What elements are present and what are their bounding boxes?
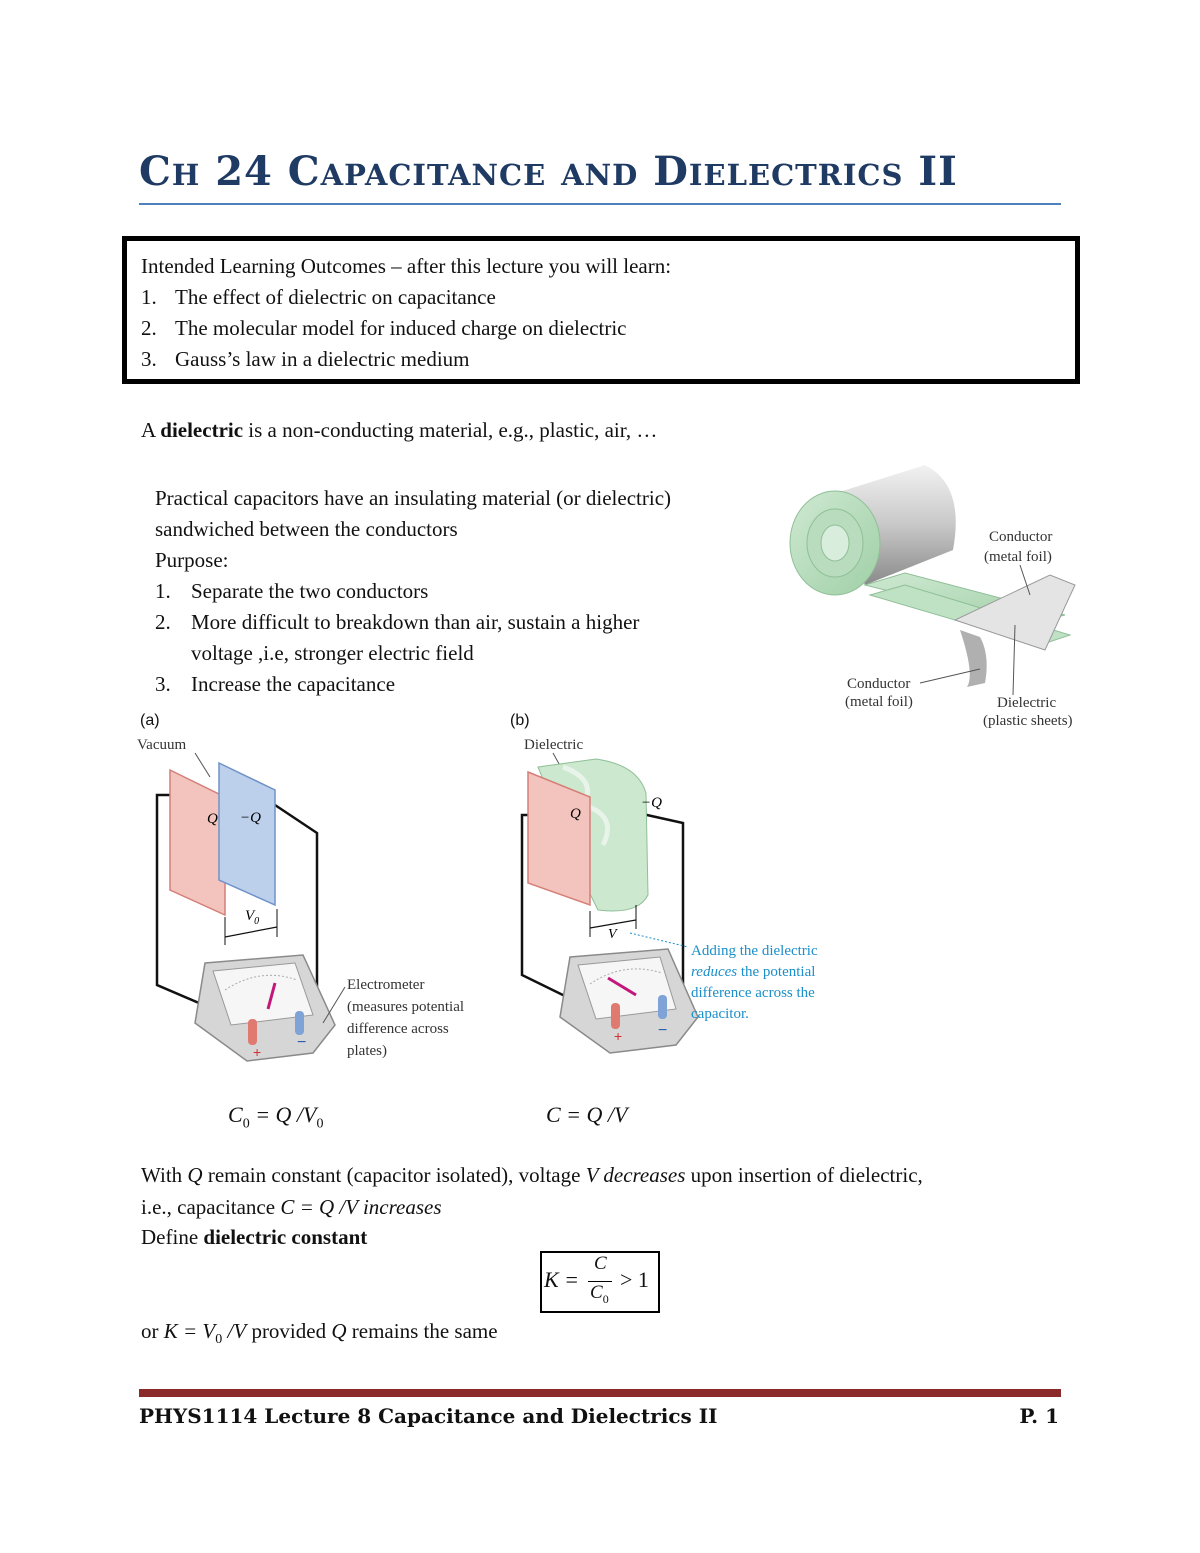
learning-outcomes-heading: Intended Learning Outcomes – after this lecture you will learn: <box>141 254 672 278</box>
svg-text:Adding the dielectric: Adding the dielectric <box>691 943 818 959</box>
practical-capacitors-text: Practical capacitors have an insulating material (or dielectric) sandwiched between the conductors Purpose: 1. Separate the two conductors 2. More difficult to breakdown than air, sustain a higher voltage ,i.e, stronger electric field 3. Increase the capacitance <box>155 483 671 700</box>
svg-text:(measures potential: (measures potential <box>347 999 465 1015</box>
body-line-1: With Q remain constant (capacitor isolated), voltage V decreases upon insertion of dielectric, <box>141 1163 923 1187</box>
rolled-capacitor-figure <box>775 455 1085 745</box>
svg-text:Conductor: Conductor <box>847 676 911 692</box>
svg-text:Conductor: Conductor <box>989 529 1053 545</box>
purpose-item: voltage ,i.e, stronger electric field <box>191 641 474 665</box>
svg-text:+: + <box>614 1028 623 1044</box>
vacuum-capacitor-figure <box>135 705 505 1085</box>
svg-text:Q: Q <box>207 811 218 827</box>
footer-rule <box>139 1389 1061 1397</box>
svg-text:reduces the potential: reduces the potential <box>691 964 816 980</box>
dielectric-constant-box: K = C $C_0$ > 1 <box>540 1251 660 1313</box>
svg-text:V: V <box>608 927 617 942</box>
svg-text:−: − <box>297 1034 307 1051</box>
svg-text:Dielectric: Dielectric <box>997 695 1057 711</box>
dielectric-capacitor-figure <box>508 705 848 1075</box>
title-rule <box>139 203 1061 205</box>
learning-outcome-item: 3. Gauss’s law in a dielectric medium <box>141 347 470 371</box>
svg-text:capacitor.: capacitor. <box>691 1006 749 1022</box>
svg-text:plates): plates) <box>347 1043 387 1059</box>
svg-text:Electrometer: Electrometer <box>347 977 425 993</box>
equation-c0: $C_0 = Q$ $/V_0$ <box>228 1102 324 1132</box>
body-line-2: i.e., capacitance C = Q /V increases <box>141 1195 442 1219</box>
intro-paragraph: A dielectric is a non-conducting material, e.g., plastic, air, … <box>141 418 658 442</box>
svg-text:(b): (b) <box>510 712 530 729</box>
body-line-3: Define dielectric constant <box>141 1225 368 1249</box>
svg-text:−Q: −Q <box>641 795 662 811</box>
svg-text:(a): (a) <box>140 712 160 729</box>
svg-text:difference across: difference across <box>347 1021 449 1037</box>
svg-text:Vacuum: Vacuum <box>137 737 187 753</box>
page-title: CH 24 CAPACITANCE AND DIELECTRICS II <box>139 148 958 195</box>
body-line-4: or $K = V_0$ /V provided Q remains the same <box>141 1319 498 1348</box>
learning-outcome-item: 2. The molecular model for induced charge on dielectric <box>141 316 627 340</box>
svg-text:(plastic sheets): (plastic sheets) <box>983 713 1073 729</box>
svg-text:difference across the: difference across the <box>691 985 815 1001</box>
svg-text:−: − <box>658 1022 668 1039</box>
svg-text:+: + <box>253 1044 262 1060</box>
footer-course-title: PHYS1114 Lecture 8 Capacitance and Dielectrics II <box>139 1404 718 1428</box>
svg-text:Dielectric: Dielectric <box>524 737 584 753</box>
purpose-item: 3. Increase the capacitance <box>155 672 396 696</box>
svg-text:V0: $V_0$ <box>245 908 260 927</box>
svg-text:(metal foil): (metal foil) <box>845 694 913 710</box>
purpose-item: 2. More difficult to breakdown than air, sustain a higher <box>155 610 640 634</box>
purpose-item: 1. Separate the two conductors <box>155 579 429 603</box>
page-number: P. 1 <box>1019 1404 1059 1428</box>
svg-text:(metal foil): (metal foil) <box>984 549 1052 565</box>
svg-text:Q: Q <box>570 806 581 822</box>
svg-text:−Q: −Q <box>240 810 261 826</box>
equation-c: C = Q /V <box>546 1102 628 1127</box>
learning-outcome-item: 1. The effect of dielectric on capacitance <box>141 285 496 309</box>
learning-outcomes-box <box>122 236 1080 384</box>
